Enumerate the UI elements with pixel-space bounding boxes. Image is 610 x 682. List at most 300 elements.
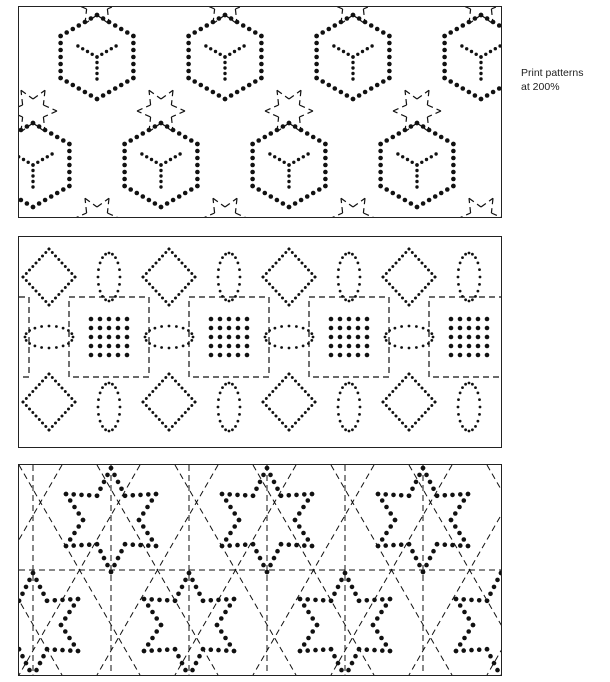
diamond-dot <box>265 279 268 282</box>
star-dot <box>298 649 303 654</box>
diamond-dot <box>265 397 268 400</box>
hexagon-dot <box>101 93 106 98</box>
star-dot <box>310 544 315 549</box>
oval-dot <box>62 327 65 330</box>
hexagon-dot <box>305 194 310 199</box>
star-dot <box>102 480 107 485</box>
diamond-dot <box>44 425 47 428</box>
star-dot <box>102 556 107 561</box>
grid-dot <box>356 335 361 340</box>
hexagon-dot <box>461 86 466 91</box>
diamond-dot <box>174 255 177 258</box>
hexagon-dot <box>101 16 106 21</box>
tripod-dot <box>366 47 369 50</box>
diamond-dot <box>297 383 300 386</box>
star-dot <box>81 518 86 523</box>
diamond-dot <box>388 269 391 272</box>
hexagon-dot <box>19 128 23 133</box>
hexagon-dot <box>195 163 200 168</box>
dashed-star <box>341 198 343 213</box>
hexagon-dot <box>189 187 194 192</box>
star-dot <box>346 668 351 673</box>
star-dot <box>197 654 202 659</box>
star-dot <box>458 603 463 608</box>
oval-dot <box>388 329 391 332</box>
oval-dot <box>234 425 237 428</box>
star-dot <box>142 597 147 602</box>
tripod-dot <box>411 161 414 164</box>
hexagon-star-pattern <box>19 7 501 217</box>
hexagon-dot <box>107 90 112 95</box>
hexagon-dot <box>375 27 380 32</box>
oval-dot <box>217 398 220 401</box>
diamond-dot <box>177 383 180 386</box>
oval-dot <box>351 253 354 256</box>
tripod-dot <box>430 155 433 158</box>
diamond-dot <box>35 387 38 390</box>
grid-dot <box>227 335 232 340</box>
grid-dot <box>236 353 241 358</box>
diamond-dot <box>187 269 190 272</box>
oval-dot <box>459 420 462 423</box>
tripod-dot <box>140 152 143 155</box>
tripod-dot <box>76 44 79 47</box>
star-dot <box>119 487 124 492</box>
tripod-dot <box>396 152 399 155</box>
hexagon-dot <box>299 128 304 133</box>
oval-dot <box>464 383 467 386</box>
oval-dot <box>310 339 313 342</box>
star-dot <box>384 603 389 608</box>
dashed-star <box>137 105 151 111</box>
hexagon-dot <box>281 124 286 129</box>
oval-dot <box>99 420 102 423</box>
hexagon-dot <box>122 156 127 161</box>
hexagon-dot <box>67 156 72 161</box>
grid-dot <box>236 317 241 322</box>
tripod-dot <box>81 47 84 50</box>
star-dot <box>138 543 143 548</box>
diamond-cross-pattern <box>19 237 501 447</box>
hexagon-dot <box>442 34 447 39</box>
star-dot <box>384 505 389 510</box>
star-dot <box>443 493 448 498</box>
oval-dot <box>99 262 102 265</box>
tripod-dot <box>209 47 212 50</box>
star-dot <box>261 473 266 478</box>
oval-dot <box>274 327 277 330</box>
oval-dot <box>224 253 227 256</box>
star-dot <box>68 597 73 602</box>
oval-dot <box>148 329 151 332</box>
diamond-dot <box>288 373 291 376</box>
tripod-dot <box>223 66 226 69</box>
grid-dot <box>365 317 370 322</box>
oval-dot <box>415 325 418 328</box>
grid-dot <box>218 335 223 340</box>
diamond-dot <box>408 248 411 251</box>
oval-dot <box>459 392 462 395</box>
hexagon-dot <box>67 177 72 182</box>
grid-dot <box>125 326 130 331</box>
star-dot <box>428 480 433 485</box>
diamond-dot <box>395 415 398 418</box>
diamond-dot <box>190 279 193 282</box>
hexagon-dot <box>445 187 450 192</box>
star-dot <box>24 585 29 590</box>
star-dot <box>112 473 117 478</box>
hexagon-dot <box>153 201 158 206</box>
dashed-star <box>107 213 121 217</box>
tripod-dot <box>50 152 53 155</box>
star-dot <box>224 597 229 602</box>
oval-dot <box>471 383 474 386</box>
dashed-star <box>277 90 279 105</box>
oval-dot <box>114 256 117 259</box>
oval-dot <box>40 325 43 328</box>
pattern-panel-hexagon-star <box>18 6 502 218</box>
diamond-dot <box>190 272 193 275</box>
oval-dot <box>357 392 360 395</box>
oval-dot <box>111 253 114 256</box>
diamond-dot <box>310 279 313 282</box>
grid-dot <box>89 344 94 349</box>
hexagon-dot <box>473 16 478 21</box>
grid-dot <box>125 344 130 349</box>
oval-dot <box>238 268 241 271</box>
star-dot <box>95 494 100 499</box>
diamond-dot <box>174 380 177 383</box>
oval-dot <box>310 332 313 335</box>
dashed-star <box>43 111 57 117</box>
oval-dot <box>477 262 480 265</box>
hexagon-dot <box>259 76 264 81</box>
star-dot <box>68 498 73 503</box>
star-dot <box>150 537 155 542</box>
oval-dot <box>464 428 467 431</box>
diamond-dot <box>54 297 57 300</box>
hexagon-dot <box>205 86 210 91</box>
diamond-dot <box>187 283 190 286</box>
tripod-dot <box>178 152 181 155</box>
oval-dot <box>118 283 121 286</box>
hexagon-dot <box>235 20 240 25</box>
star-dot <box>453 511 458 516</box>
oval-dot <box>168 325 171 328</box>
oval-dot <box>344 253 347 256</box>
oval-dot <box>234 386 237 389</box>
dashed-star <box>43 105 57 111</box>
oval-dot <box>461 295 464 298</box>
diamond-dot <box>181 262 184 265</box>
star-dot <box>380 537 385 542</box>
tripod-dot <box>214 50 217 53</box>
star-dot <box>63 616 68 621</box>
tripod-dot <box>406 158 409 161</box>
oval-dot <box>70 332 73 335</box>
hexagon-dot <box>43 128 48 133</box>
oval-dot <box>108 252 111 255</box>
star-dot <box>72 531 77 536</box>
oval-dot <box>432 336 435 339</box>
star-dot <box>339 668 344 673</box>
oval-dot <box>104 428 107 431</box>
hexagon-dot <box>467 20 472 25</box>
hexagon-dot <box>205 23 210 28</box>
tripod-dot <box>31 185 34 188</box>
star-dot <box>306 636 311 641</box>
hexagon-dot <box>391 191 396 196</box>
star-dot <box>454 597 459 602</box>
hexagon-dot <box>314 48 319 53</box>
oval-dot <box>221 425 224 428</box>
star-dot <box>454 649 459 654</box>
oval-dot <box>265 332 268 335</box>
diamond-dot <box>35 290 38 293</box>
oval-dot <box>357 420 360 423</box>
hexagon-dot <box>369 23 374 28</box>
hexagon-dot <box>58 55 63 60</box>
oval-dot <box>427 329 430 332</box>
hexagon-dot <box>235 90 240 95</box>
star-dot <box>302 603 307 608</box>
hexagon-dot <box>314 76 319 81</box>
oval-dot <box>474 425 477 428</box>
dashed-star <box>171 90 173 105</box>
diamond-dot <box>57 258 60 261</box>
oval-dot <box>415 346 418 349</box>
oval-dot <box>479 406 482 409</box>
diamond-dot <box>184 265 187 268</box>
oval-dot <box>219 290 222 293</box>
hexagon-dot <box>250 184 255 189</box>
diamond-dot <box>161 422 164 425</box>
star-dot <box>343 571 348 576</box>
diamond-dot <box>54 255 57 258</box>
star-dot <box>150 636 155 641</box>
diamond-dot <box>278 258 281 261</box>
star-dot <box>228 531 233 536</box>
tripod-dot <box>287 163 290 166</box>
star-dot <box>357 647 362 652</box>
star-dot <box>424 563 429 568</box>
dashed-star <box>21 90 33 99</box>
star-dot <box>116 556 121 561</box>
oval-dot <box>190 332 193 335</box>
grid-dot <box>449 326 454 331</box>
grid-dot <box>485 353 490 358</box>
star-dot <box>76 649 81 654</box>
grid-dot <box>467 335 472 340</box>
star-dot <box>123 542 128 547</box>
oval-dot <box>354 295 357 298</box>
oval-dot <box>48 325 51 328</box>
star-dot <box>219 629 224 634</box>
dashed-star <box>171 111 185 117</box>
star-dot <box>216 648 221 653</box>
grid-dot <box>485 317 490 322</box>
oval-dot <box>394 327 397 330</box>
grid-dot <box>218 353 223 358</box>
diamond-dot <box>158 293 161 296</box>
star-dot <box>414 480 419 485</box>
diamond-dot <box>294 380 297 383</box>
star-dot <box>321 598 326 603</box>
dashed-star <box>299 111 313 117</box>
hexagon-dot <box>323 170 328 175</box>
diamond-dot <box>281 422 284 425</box>
hexagon-dot <box>229 16 234 21</box>
star-dot <box>227 492 232 497</box>
oval-dot <box>219 420 222 423</box>
dashed-star <box>457 213 471 217</box>
star-dot <box>399 493 404 498</box>
diamond-dot <box>41 297 44 300</box>
diamond-dot <box>151 286 154 289</box>
star-dot <box>275 549 280 554</box>
diamond-dot <box>155 387 158 390</box>
star-dot <box>237 518 242 523</box>
star-dot <box>41 654 46 659</box>
diamond-dot <box>41 422 44 425</box>
diamond-dot <box>291 300 294 303</box>
oval-dot <box>337 413 340 416</box>
star-dot <box>79 493 84 498</box>
hexagon-dot <box>391 135 396 140</box>
dashed-star <box>43 90 45 105</box>
oval-dot <box>221 256 224 259</box>
hexagon-dot <box>333 86 338 91</box>
star-dot <box>119 549 124 554</box>
star-dot <box>469 648 474 653</box>
tripod-dot <box>470 50 473 53</box>
star-dot <box>321 647 326 652</box>
star-dot <box>469 598 474 603</box>
hexagon-dot <box>421 124 426 129</box>
grid-dot <box>485 344 490 349</box>
star-dot <box>145 531 150 536</box>
hexagon-dot <box>250 177 255 182</box>
star-dot <box>68 648 73 653</box>
hexagon-dot <box>442 55 447 60</box>
star-dot <box>301 531 306 536</box>
diamond-dot <box>401 297 404 300</box>
oval-dot <box>175 325 178 328</box>
hexagon-dot <box>64 79 69 84</box>
diamond-dot <box>391 411 394 414</box>
diamond-dot <box>430 397 433 400</box>
star-dot <box>173 599 178 604</box>
dashed-star <box>277 90 289 99</box>
hexagon-dot <box>259 62 264 67</box>
tripod-dot <box>415 174 418 177</box>
oval-dot <box>111 428 114 431</box>
oval-dot <box>224 298 227 301</box>
hexagon-dot <box>275 128 280 133</box>
oval-dot <box>359 406 362 409</box>
oval-dot <box>337 283 340 286</box>
diamond-dot <box>48 373 51 376</box>
tripod-dot <box>415 180 418 183</box>
grid-dot <box>107 353 112 358</box>
oval-dot <box>477 290 480 293</box>
print-instruction-note <box>521 66 605 94</box>
star-dot <box>268 473 273 478</box>
tripod-dot <box>31 169 34 172</box>
oval-dot <box>385 332 388 335</box>
pattern-panel-diamond-cross <box>18 236 502 448</box>
star-dot <box>141 524 146 529</box>
star-dot <box>457 531 462 536</box>
grid-dot <box>476 344 481 349</box>
grid-dot <box>329 344 334 349</box>
oval-dot <box>182 327 185 330</box>
diamond-dot <box>294 422 297 425</box>
diamond-dot <box>51 300 54 303</box>
hexagon-dot <box>186 55 191 60</box>
star-dot <box>350 585 355 590</box>
star-dot <box>310 492 315 497</box>
star-dot <box>417 563 422 568</box>
diamond-dot <box>61 262 64 265</box>
star-dot <box>149 597 154 602</box>
oval-dot <box>234 295 237 298</box>
diamond-dot <box>181 290 184 293</box>
star-dot <box>365 598 370 603</box>
oval-dot <box>231 253 234 256</box>
oval-dot <box>339 290 342 293</box>
star-dot <box>305 648 310 653</box>
grid-dot <box>245 326 250 331</box>
diamond-dot <box>164 251 167 254</box>
hexagon-dot <box>250 142 255 147</box>
hexagon-dot <box>247 27 252 32</box>
grid-dot <box>458 326 463 331</box>
tripod-dot <box>337 47 340 50</box>
hexagon-dot <box>363 90 368 95</box>
oval-dot <box>339 392 342 395</box>
oval-dot <box>118 413 121 416</box>
grid-dot <box>125 317 130 322</box>
oval-dot <box>182 345 185 348</box>
diamond-dot <box>388 283 391 286</box>
oval-dot <box>348 382 351 385</box>
oval-dot <box>339 420 342 423</box>
grid-dot <box>98 344 103 349</box>
star-dot <box>495 668 500 673</box>
hexagon-dot <box>281 201 286 206</box>
hexagon-dot <box>314 69 319 74</box>
diamond-dot <box>168 248 171 251</box>
diamond-dot <box>427 408 430 411</box>
diamond-dot <box>297 418 300 421</box>
star-dot <box>279 494 284 499</box>
hexagon-dot <box>171 128 176 133</box>
tripod-dot <box>479 72 482 75</box>
tripod-dot <box>159 163 162 166</box>
star-dot <box>64 492 69 497</box>
dashed-star <box>299 105 313 111</box>
diamond-dot <box>314 276 317 279</box>
hexagon-dot <box>451 163 456 168</box>
hexagon-dot <box>327 27 332 32</box>
oval-dot <box>168 347 171 350</box>
star-dot <box>353 592 358 597</box>
dashed-star <box>427 90 429 105</box>
oval-dot <box>341 295 344 298</box>
diamond-dot <box>194 276 197 279</box>
hexagon-dot <box>95 97 100 102</box>
